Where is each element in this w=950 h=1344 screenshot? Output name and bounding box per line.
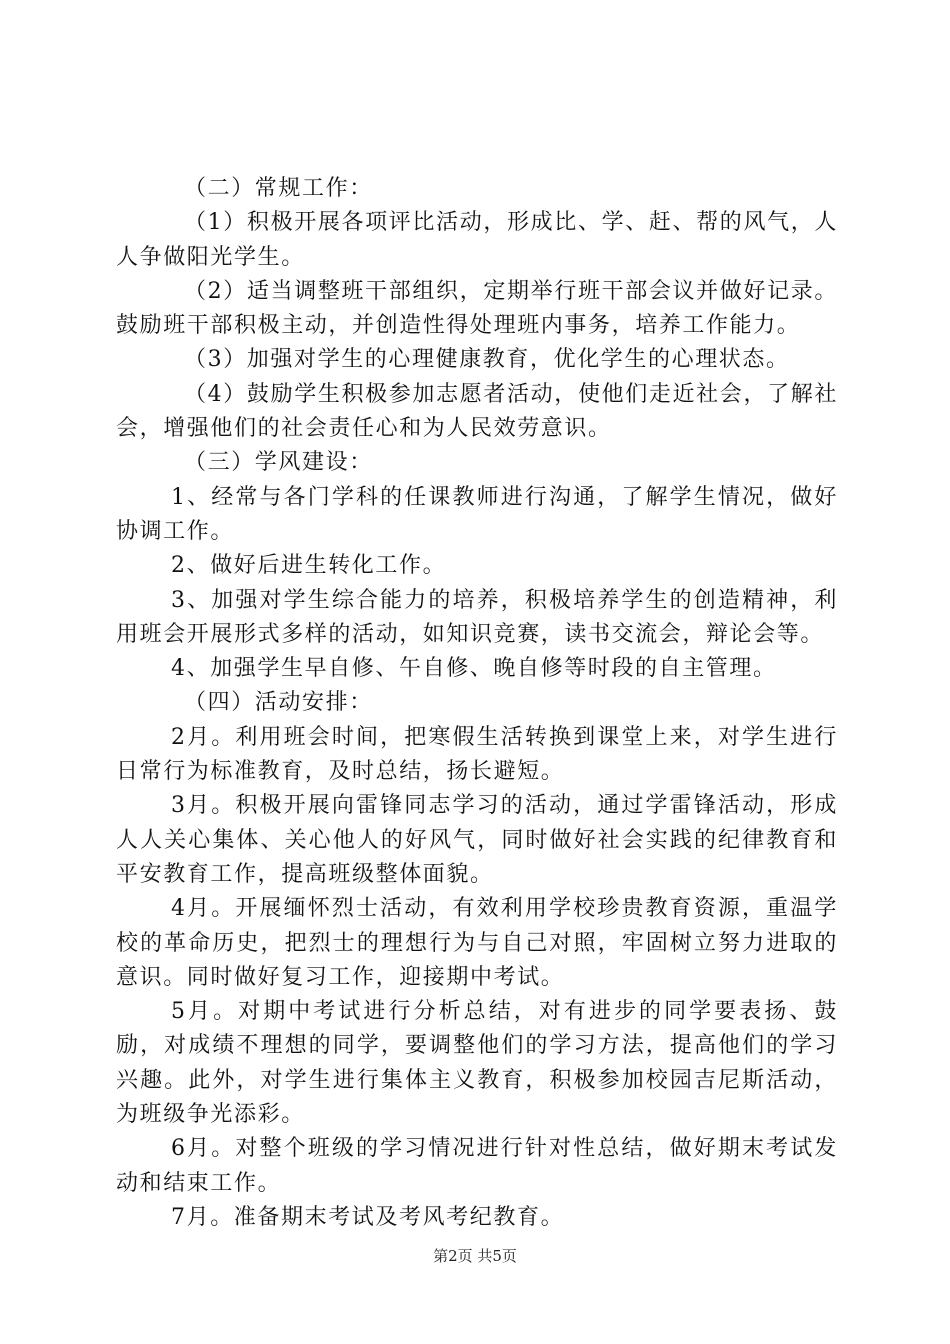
section-heading-study-style: （三）学风建设：: [184, 450, 373, 476]
paragraph-july: 7月。准备期末考试及考风考纪教育。: [171, 1204, 565, 1230]
paragraph-study-1: 1、经常与各门学科的任课教师进行沟通，了解学生情况，做好协调工作。: [116, 484, 838, 544]
paragraph-april: 4月。开展缅怀烈士活动，有效利用学校珍贵教育资源，重温学校的革命历史，把烈士的理想行为与自己对照，牢固树立努力进取的意识。同时做好复习工作，迎接期中考试。: [116, 896, 838, 990]
paragraph-study-2: 2、做好后进生转化工作。: [171, 553, 447, 579]
paragraph-routine-2: （2）适当调整班干部组织，定期举行班干部会议并做好记录。鼓励班干部积极主动，并创造性得处理班内事务，培养工作能力。: [116, 278, 838, 339]
section-heading-routine-work: （二）常规工作：: [184, 176, 373, 201]
paragraph-february: 2月。利用班会时间，把寒假生活转换到课堂上来，对学生进行日常行为标准教育，及时总结，扬长避短。: [116, 724, 838, 785]
paragraph-routine-4: （4）鼓励学生积极参加志愿者活动，使他们走近社会，了解社会，增强他们的社会责任心和为人民效劳意识。: [116, 381, 838, 442]
paragraph-routine-1: （1）积极开展各项评比活动，形成比、学、赶、帮的风气，人人争做阳光学生。: [116, 210, 838, 270]
paragraph-study-4: 4、加强学生早自修、午自修、晚自修等时段的自主管理。: [171, 656, 777, 682]
section-heading-activities: （四）活动安排：: [184, 690, 373, 716]
paragraph-june: 6月。对整个班级的学习情况进行针对性总结，做好期末考试发动和结束工作。: [116, 1136, 838, 1196]
paragraph-may: 5月。对期中考试进行分析总结，对有进步的同学要表扬、鼓励，对成绩不理想的同学，要调整他们的学习方法，提高他们的学习兴趣。此外，对学生进行集体主义教育，积极参加校园吉尼斯活动，为班级争光添彩。: [116, 999, 838, 1128]
paragraph-routine-3: （3）加强对学生的心理健康教育，优化学生的心理状态。: [184, 347, 790, 373]
page-number-footer: 第2页 共5页: [433, 1247, 517, 1265]
paragraph-study-3: 3、加强对学生综合能力的培养，积极培养学生的创造精神，利用班会开展形式多样的活动，如知识竞赛，读书交流会，辩论会等。: [116, 587, 838, 647]
paragraph-march: 3月。积极开展向雷锋同志学习的活动，通过学雷锋活动，形成人人关心集体、关心他人的好风气，同时做好社会实践的纪律教育和平安教育工作，提高班级整体面貌。: [116, 793, 838, 887]
document-body: [116, 172, 838, 1235]
